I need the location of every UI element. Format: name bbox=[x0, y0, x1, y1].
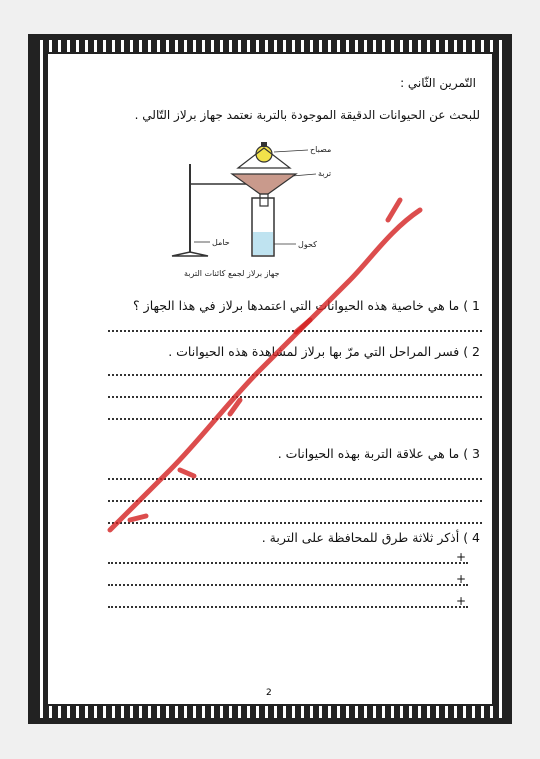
question-1: 1 ) ما هي خاصية هذه الحيوانات التي اعتمدها برلاز في هذا الجهاز ؟ bbox=[133, 298, 480, 313]
question-text: ما هي علاقة التربة بهذه الحيوانات . bbox=[277, 446, 460, 461]
exercise-title: التّمرين الثّاني : bbox=[400, 76, 476, 90]
page-number: 2 bbox=[266, 688, 272, 698]
label-soil: تربة bbox=[318, 169, 332, 178]
diagram-caption: جهاز برلاز لجمع كائنات التربة bbox=[184, 269, 280, 278]
answer-line[interactable] bbox=[108, 478, 482, 480]
answer-line[interactable] bbox=[108, 374, 482, 376]
answer-line[interactable] bbox=[108, 584, 468, 586]
label-stand: حامل bbox=[212, 238, 230, 247]
bullet-plus: + bbox=[456, 550, 467, 564]
question-text: ما هي خاصية هذه الحيوانات التي اعتمدها برلاز في هذا الجهاز ؟ bbox=[133, 298, 460, 313]
question-4: 4 ) أذكر ثلاثة طرق للمحافظة على التربة . bbox=[261, 530, 480, 545]
question-number: 3 bbox=[472, 446, 480, 461]
question-3: 3 ) ما هي علاقة التربة بهذه الحيوانات . bbox=[277, 446, 480, 461]
question-text: أذكر ثلاثة طرق للمحافظة على التربة . bbox=[261, 530, 460, 545]
question-2: 2 ) فسر المراحل التي مرّ بها برلاز لمشاهدة هذه الحيوانات . bbox=[168, 344, 480, 359]
alcohol-liquid bbox=[253, 232, 273, 255]
answer-line[interactable] bbox=[108, 330, 482, 332]
answer-line[interactable] bbox=[108, 562, 468, 564]
answer-line[interactable] bbox=[108, 522, 482, 524]
answer-line[interactable] bbox=[108, 396, 482, 398]
question-number: 4 bbox=[472, 530, 480, 545]
funnel-stem bbox=[260, 194, 268, 206]
answer-line[interactable] bbox=[108, 418, 482, 420]
question-text: فسر المراحل التي مرّ بها برلاز لمشاهدة هذه الحيوانات . bbox=[168, 344, 460, 359]
lamp-socket bbox=[261, 142, 267, 147]
bullet-plus: + bbox=[456, 572, 467, 586]
answer-line[interactable] bbox=[108, 606, 468, 608]
bullet-plus: + bbox=[456, 594, 467, 608]
exercise-intro: للبحث عن الحيوانات الدقيقة الموجودة بالتربة نعتمد جهاز برلاز التّالي . bbox=[134, 108, 480, 122]
answer-line[interactable] bbox=[108, 500, 482, 502]
berlese-apparatus-diagram bbox=[160, 134, 370, 284]
stand-base bbox=[172, 252, 208, 256]
question-number: 1 bbox=[472, 298, 480, 313]
label-alcohol: كحول bbox=[298, 240, 317, 249]
label-lamp: مصباح bbox=[310, 145, 332, 154]
question-number: 2 bbox=[472, 344, 480, 359]
